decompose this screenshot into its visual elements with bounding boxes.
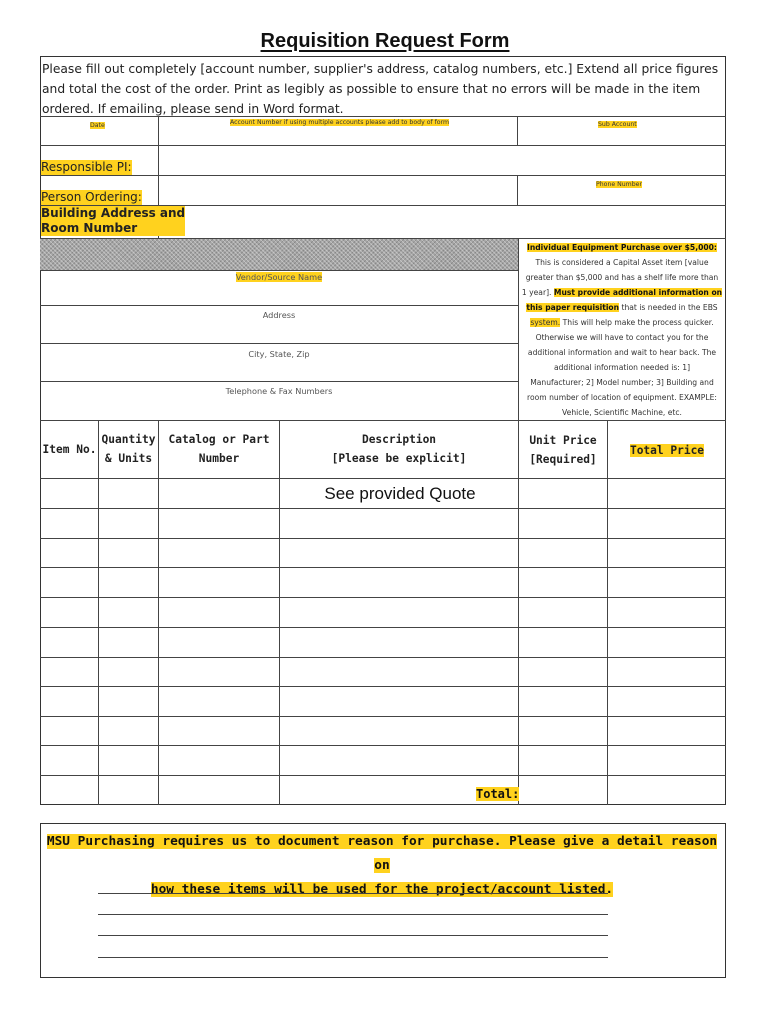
note-line: room number of location of equipment. EXAMPLE: (527, 393, 717, 402)
note-line: Manufacturer; 2] Model number; 3] Building and (530, 378, 714, 387)
col-unit-price (519, 431, 607, 469)
note-line: additional information needed is: 1] (553, 363, 691, 372)
vendor-phone-label: Telephone & Fax Numbers (225, 386, 333, 396)
note-line: This is considered a Capital Asset item [value (535, 258, 709, 267)
divider (40, 686, 726, 687)
divider (40, 381, 518, 382)
quote-note: See provided Quote (324, 484, 476, 503)
divider (40, 657, 726, 658)
divider (40, 627, 726, 628)
reason-write-line[interactable] (98, 957, 608, 958)
divider (40, 478, 726, 479)
reason-write-line[interactable] (98, 935, 608, 936)
divider (40, 597, 726, 598)
room-number-line: Room Number (41, 221, 138, 235)
vendor-name-text: Vendor/Source Name (235, 272, 323, 282)
equipment-purchase-note (519, 240, 725, 420)
phone-number-label: Phone Number (596, 181, 642, 188)
date-field[interactable] (41, 130, 157, 144)
col-total-price-text: Total Price (629, 444, 705, 457)
reason-line: how these items will be used for the project/account listed. (150, 882, 614, 897)
note-emphasis: system. (530, 318, 561, 327)
note-line: Vehicle, Scientific Machine, etc. (562, 408, 682, 417)
col-catalog (159, 430, 279, 468)
divider (40, 305, 518, 306)
responsible-pi-field[interactable] (159, 146, 725, 174)
note-line: greater than $5,000 and has a shelf life more than (525, 273, 719, 282)
divider (40, 567, 726, 568)
col-description-line2: [Please be explicit] (331, 452, 467, 465)
col-total-price (608, 441, 726, 460)
divider (40, 270, 518, 271)
col-catalog-line2: Number (198, 452, 240, 465)
note-emphasis: this paper requisition (526, 303, 620, 312)
divider (40, 745, 726, 746)
form-instructions: Please fill out completely [account number, supplier's address, catalog numbers, etc.] Extend all price figures and total the cost of the order. Print as legibly as possible to ensure that no errors will be made in the item ordered. If emailing, please send in Word format. (42, 62, 719, 116)
person-ordering-field[interactable] (159, 176, 516, 204)
vendor-name-label (40, 272, 518, 282)
divider (40, 343, 518, 344)
vendor-address-label: Address (262, 310, 296, 320)
reason-instructions (42, 830, 722, 902)
person-ordering-label: Person Ordering: (41, 190, 142, 204)
divider (40, 775, 726, 776)
account-number-label: Account Number if using multiple accounts please add to body of form (230, 119, 450, 126)
note-line: Otherwise we will have to contact you for the (535, 333, 709, 342)
note-line: that is needed in the EBS (621, 303, 718, 312)
col-catalog-line1: Catalog or Part (168, 433, 270, 446)
note-heading: Individual Equipment Purchase over $5,000: (527, 243, 717, 252)
col-item-no: Item No. (42, 443, 97, 456)
building-address-line: Building Address and (41, 206, 186, 220)
note-line: additional information and wait to hear back. The (527, 348, 717, 357)
divider (40, 420, 726, 421)
form-title: Requisition Request Form (260, 30, 510, 52)
reason-write-line[interactable] (98, 914, 608, 915)
building-address-field[interactable] (159, 206, 725, 237)
reason-write-line[interactable] (98, 893, 608, 894)
divider (40, 116, 726, 117)
responsible-pi-label: Responsible PI: (41, 160, 132, 174)
total-price-field[interactable] (608, 777, 725, 804)
note-line: This will help make the process quicker. (562, 318, 714, 327)
col-description (280, 430, 518, 468)
col-quantity (99, 430, 158, 468)
note-emphasis: Must provide additional information on (553, 288, 723, 297)
vendor-address-field[interactable] (41, 322, 517, 342)
col-quantity-line1: Quantity (101, 433, 156, 446)
divider (40, 508, 726, 509)
sub-account-label: Sub Account (598, 121, 637, 128)
total-label: Total: (476, 787, 520, 801)
vendor-city-label: City, State, Zip (248, 349, 310, 359)
vendor-name-field[interactable] (41, 284, 517, 304)
date-label: Date (90, 122, 105, 129)
col-description-line1: Description (361, 433, 437, 446)
vendor-city-field[interactable] (41, 361, 517, 380)
divider (40, 716, 726, 717)
phone-number-field[interactable] (518, 190, 725, 204)
divider (40, 538, 726, 539)
col-unit-price-line1: Unit Price (529, 434, 597, 447)
account-number-field[interactable] (159, 130, 516, 144)
shaded-header-bar (40, 239, 518, 270)
vendor-phone-field[interactable] (41, 399, 517, 419)
col-quantity-line2: & Units (104, 452, 153, 465)
sub-account-field[interactable] (518, 130, 725, 144)
reason-line: MSU Purchasing requires us to document reason for purchase. Please give a detail reason on (46, 834, 718, 873)
col-unit-price-line2: [Required] (529, 453, 597, 466)
note-line: 1 year]. (521, 288, 552, 297)
